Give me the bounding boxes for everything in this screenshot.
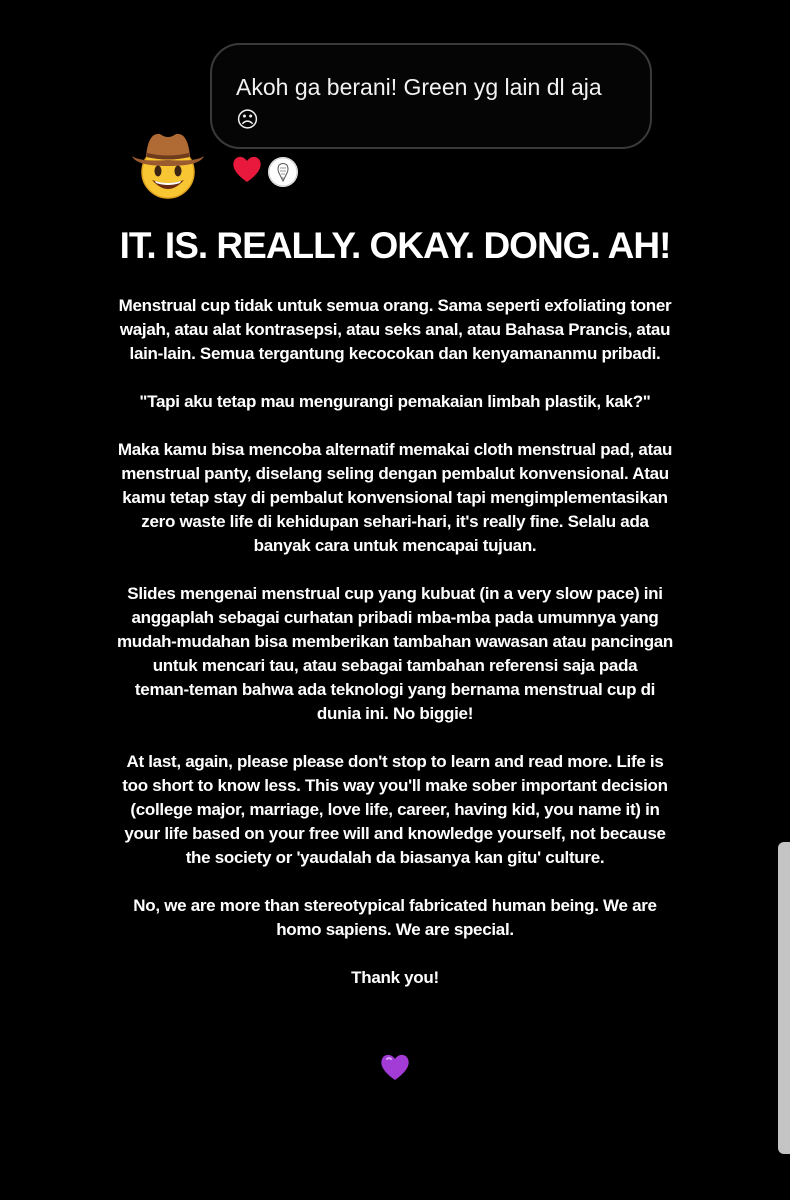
paragraph-learn-more: At last, again, please please don't stop to learn and read more. Life is too short to know less. This way you'll make sober important decision (college major, marriage, love life, career, having kid, you name it) in your life based on your free will and knowledge yourself, not because the society or 'yaudalah da biasanya kan gitu' culture.	[122, 752, 668, 867]
paragraph-homo-sapiens: No, we are more than stereotypical fabricated human being. We are homo sapiens. We are special.	[133, 896, 657, 939]
closing-thank-you: Thank you!	[351, 968, 439, 987]
paragraph-slides: Slides mengenai menstrual cup yang kubuat (in a very slow pace) ini anggaplah sebagai curhatan pribadi mba-mba pada umumnya yang mudah-mudahan bisa memberikan tambahan wawasan atau pancingan untuk mencari tau, atau sebagai tambahan referensi saja pada teman-teman bahwa ada teknologi yang bernama menstrual cup di dunia ini. No biggie!	[116, 584, 674, 723]
paragraph-alternatives: Maka kamu bisa mencoba alternatif memakai cloth menstrual pad, atau menstrual panty, diselang seling dengan pembalut konvensional. Atau kamu tetap stay di pembalut konvensional tapi mengimplementasikan zero waste life di kehidupan sehari-hari, it's really fine. Selalu ada banyak cara untuk mencapai tujuan.	[117, 440, 673, 555]
paragraph-quote: "Tapi aku tetap mau mengurangi pemakaian limbah plastik, kak?"	[139, 392, 651, 411]
frowning-face-emoji: ☹	[236, 107, 259, 132]
paragraph-menstrual-cup: Menstrual cup tidak untuk semua orang. Sama seperti exfoliating toner wajah, atau alat kontrasepsi, atau seks anal, atau Bahasa Prancis, atau lain-lain. Semua tergantung kecocokan dan kenyamananmu pribadi.	[118, 296, 672, 363]
post-headline: IT. IS. REALLY. OKAY. DONG. AH!	[119, 225, 671, 266]
reply-message-bubble[interactable]	[210, 43, 652, 149]
cowboy-hat-face-icon[interactable]	[128, 126, 208, 202]
user-avatar-reaction[interactable]	[268, 157, 298, 187]
post-body	[40, 294, 750, 994]
reply-message-text: Akoh ga berani! Green yg lain dl aja	[236, 74, 602, 100]
red-heart-reaction-icon[interactable]	[230, 152, 264, 186]
sketch-avatar-icon	[268, 157, 298, 187]
purple-heart-icon	[378, 1050, 412, 1082]
scroll-handle[interactable]	[778, 842, 790, 1154]
